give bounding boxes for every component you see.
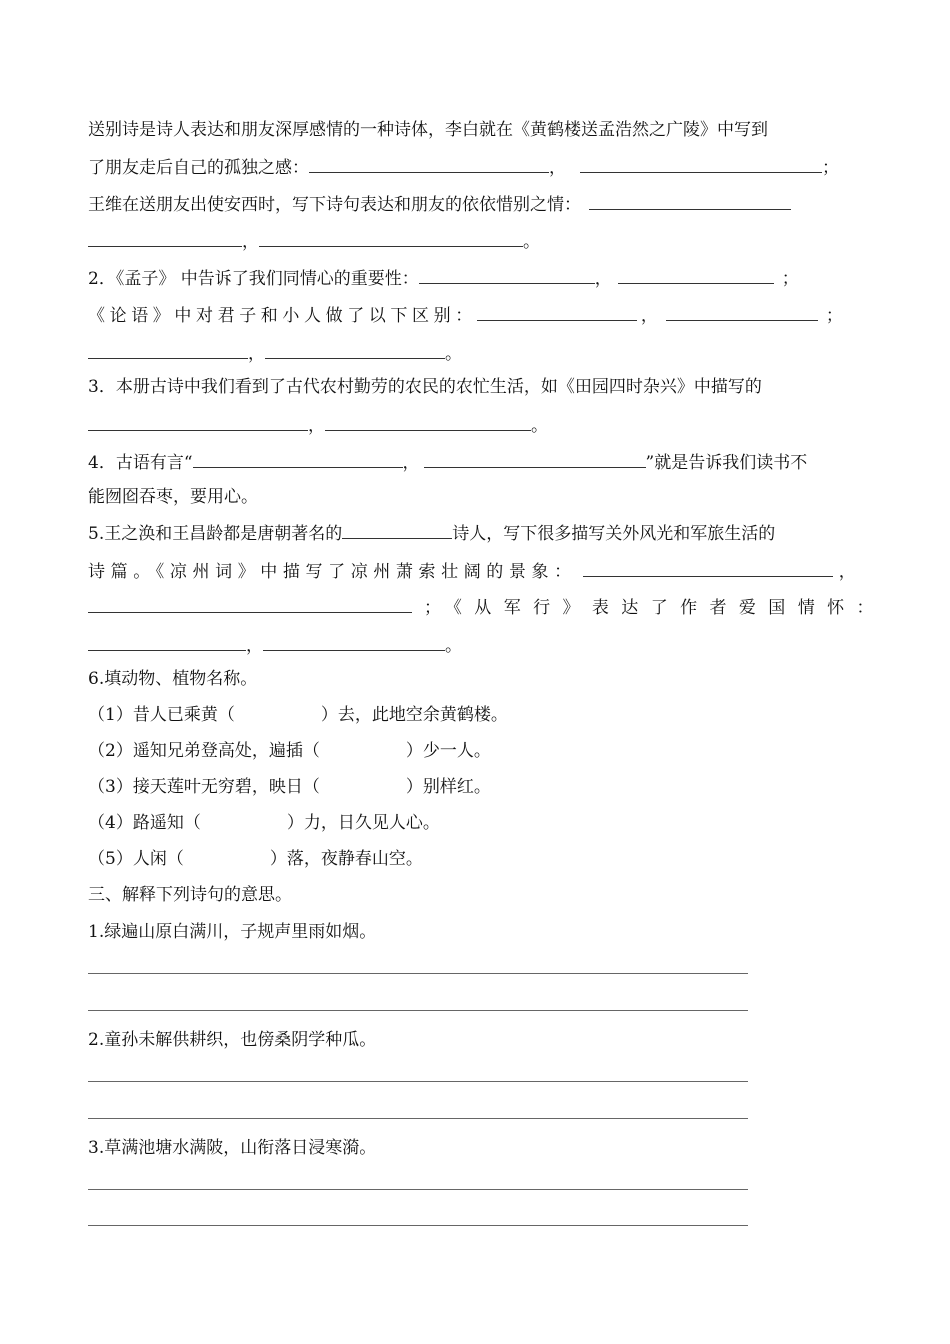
question-4-text: 4．古语有言“ [88, 453, 193, 473]
question-4-line-1 [88, 449, 807, 475]
intro-line-1: 送别诗是诗人表达和朋友深厚感情的一种诗体，李白就在《黄鹤楼送孟浩然之广陵》中写到 [88, 120, 768, 140]
q6-item-text: ）落，夜静春山空。 [269, 849, 423, 869]
section-3-question-1: 1.绿遍山原白满川，子规声里雨如烟。 [88, 922, 377, 942]
answer-blank[interactable] [263, 632, 445, 651]
question-2-line-1 [88, 265, 799, 291]
question-4-line-2: 能囫囵吞枣，要用心。 [88, 487, 258, 507]
answer-blank[interactable] [325, 412, 531, 431]
period: 。 [531, 416, 548, 436]
question-2-text-2: 《论语》中对君子和小人做了以下区别： [88, 306, 477, 326]
comma: ， [248, 344, 265, 364]
answer-blank[interactable] [580, 154, 822, 173]
period: 。 [523, 232, 540, 252]
answer-line[interactable] [88, 1010, 748, 1011]
q6-item-text: ）力，日久见人心。 [286, 813, 440, 833]
comma: ， [242, 232, 259, 252]
q6-item-text: ）去，此地空余黄鹤楼。 [320, 705, 508, 725]
intro-line-2 [88, 154, 839, 180]
question-5-text-2: 诗篇。《凉州词》中描写了凉州萧索壮阔的景象： [88, 562, 577, 582]
comma: ， [246, 636, 263, 656]
question-5-text-post: 诗人，写下很多描写关外风光和军旅生活的 [452, 524, 776, 544]
intro-line-4 [88, 228, 540, 254]
section-3-title: 三、解释下列诗句的意思。 [88, 885, 292, 905]
answer-line[interactable] [88, 1189, 748, 1190]
question-3-line-1: 3．本册古诗中我们看到了古代农村勤劳的农民的农忙生活，如《田园四时杂兴》中描写的 [88, 377, 762, 397]
q6-item-5 [88, 847, 423, 871]
answer-line[interactable] [88, 1081, 748, 1082]
q6-item-text: （2）遥知兄弟登高处，遍插（ [88, 741, 320, 761]
comma: ， [838, 562, 856, 582]
answer-blank[interactable] [88, 632, 246, 651]
answer-blank[interactable] [583, 558, 833, 577]
answer-blank[interactable] [259, 228, 523, 247]
comma: ， [640, 306, 658, 326]
q6-item-1 [88, 703, 508, 727]
q6-item-3 [88, 775, 491, 799]
intro-line-2-text: 了朋友走后自己的孤独之感： [88, 158, 309, 178]
q6-item-text: （3）接天莲叶无穷碧，映日（ [88, 777, 320, 797]
q6-item-4 [88, 811, 440, 835]
answer-blank[interactable] [666, 302, 818, 321]
answer-blank[interactable] [419, 265, 595, 284]
question-5-text: 5.王之涣和王昌龄都是唐朝著名的 [88, 524, 343, 544]
semicolon: ； [822, 158, 839, 178]
answer-blank[interactable] [193, 449, 403, 468]
q6-item-text: ）别样红。 [405, 777, 491, 797]
section-3-question-2: 2.童孙未解供耕织，也傍桑阴学种瓜。 [88, 1030, 377, 1050]
question-5-line-2 [88, 558, 856, 584]
answer-blank[interactable] [88, 594, 412, 613]
section-3-question-3: 3.草满池塘水满陂，山衔落日浸寒漪。 [88, 1138, 377, 1158]
answer-blank[interactable] [88, 340, 248, 359]
answer-line[interactable] [88, 973, 748, 974]
comma: ， [549, 158, 566, 178]
answer-blank[interactable] [424, 449, 646, 468]
answer-blank[interactable] [88, 412, 308, 431]
answer-blank[interactable] [618, 265, 774, 284]
question-5-text-3: ；《从军行》表达了作者爱国情怀： [424, 598, 886, 618]
period: 。 [445, 344, 462, 364]
question-4-text-post: ”就是告诉我们读书不 [645, 453, 808, 473]
q6-item-text: （1）昔人已乘黄（ [88, 705, 235, 725]
q6-item-text: ）少一人。 [405, 741, 491, 761]
question-3-line-2 [88, 412, 548, 438]
question-5-line-3 [88, 594, 886, 620]
comma: ， [308, 416, 325, 436]
answer-blank[interactable] [589, 191, 791, 210]
answer-blank[interactable] [342, 520, 452, 539]
q6-item-text: （4）路遥知（ [88, 813, 201, 833]
answer-line[interactable] [88, 1118, 748, 1119]
semicolon: ； [781, 269, 799, 289]
answer-line[interactable] [88, 1225, 748, 1226]
answer-blank[interactable] [477, 302, 637, 321]
question-2-line-3 [88, 340, 462, 366]
answer-blank[interactable] [265, 340, 445, 359]
period: 。 [445, 636, 462, 656]
intro-line-3-text: 王维在送朋友出使安西时，写下诗句表达和朋友的依依惜别之情： [88, 195, 581, 215]
question-6-title: 6.填动物、植物名称。 [88, 669, 258, 689]
question-2-line-2 [88, 302, 843, 328]
question-2-text: 2．《孟子》 中告诉了我们同情心的重要性： [88, 269, 419, 289]
question-5-line-1 [88, 520, 775, 546]
comma: ， [594, 269, 612, 289]
answer-blank[interactable] [309, 154, 549, 173]
q6-item-2 [88, 739, 491, 763]
question-5-line-4 [88, 632, 462, 658]
answer-blank[interactable] [88, 228, 242, 247]
q6-item-text: （5）人闲（ [88, 849, 184, 869]
comma: ， [402, 453, 420, 473]
intro-line-3 [88, 191, 791, 217]
semicolon: ； [825, 306, 843, 326]
